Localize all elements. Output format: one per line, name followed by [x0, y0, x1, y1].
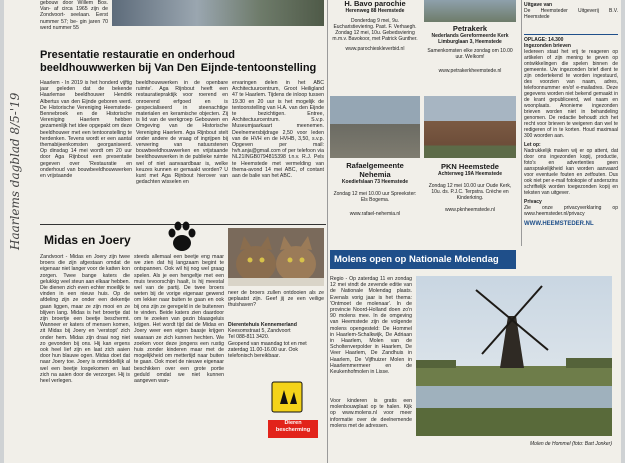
windmill-caption: Molen de Hommel (foto: Bart Jonker) — [530, 441, 612, 447]
main-headline: Presentatie restauratie en onderhoud beeldhouwwerken bij Van Den Eijnde-tentoonstelling — [40, 49, 317, 74]
bavo-body: Donderdag 9 mei, 9u. Eucharistieviering. Past. F. Verhaegh. Zondag 12 mei, 10u. Gebedsviering m.m.v. Bavokoor, met Patrick Gunther. — [332, 18, 418, 42]
column-rule-2 — [521, 0, 522, 246]
privacy-title: Privacy — [524, 199, 542, 205]
bavo-parochie-box — [330, 0, 420, 80]
oplage-text: OPLAGE: 14.300 — [524, 37, 564, 43]
letop-title: Let op: — [524, 142, 541, 148]
privacy-body: Zie onze privacyverklaring op www.heemsteder.nl/privacy — [524, 205, 618, 217]
nehemia-title: Rafaelgemeente Nehemia — [346, 161, 404, 179]
petrakerk-photo — [424, 0, 516, 22]
petrakerk-box — [424, 24, 516, 94]
uitgave-title: Uitgave van — [524, 2, 553, 8]
nehemia-photo — [330, 96, 420, 158]
midas-col3: neer de broers zullen ontdooien als ze geplaatst zijn. Geef jij ze een veilige thuishaven? — [228, 290, 324, 309]
bavo-address: Herenweg 88 Heemstede — [345, 8, 405, 14]
shelter-info — [228, 322, 324, 359]
nehemia-url: www.rafael-nehemia.nl — [349, 211, 401, 217]
ingezonden-body: Iedereen staat het vrij te reageren op artikelen of zijn mening te geven op ontwikkelingen die spelen binnen de gemeente. Uw ingezonden brief dient te zijn ondertekend te worden ingestuurd, des voorzien van naam, adres, telefoonnummer en/of e-mailadres. Deze gegevens worden niet bekend gemaakt in de krant gepubliceerd, wel naam en woonplaats. Anonieme ingezonden brieven worden niet in behandeling genomen. De redactie behoudt zich het recht voor brieven te weigeren dan wel te redigeren of in te korten. Houd maximaal 300 woorden aan. — [524, 49, 618, 139]
top-photo — [112, 0, 324, 26]
pkn-body: Zondag 12 mei 10.00 uur Oude Kerk, 10u. ds. P.J.C. Terpstra. Crèche en Kinderkring. — [428, 183, 512, 201]
windmill-photo — [416, 276, 612, 436]
midas-col1: Zandvoort - Midas en Joery zijn twee broers die zijn afgestaan omdat de eigenaar niet langer voor de katten kon zorgen. Twee bange katers die gelukkig veel steun aan elkaar hebben. Die dienen zich even echter moeilijk te vinden in een nieuw huis. Op de afdeling zijn ze onder een dekentje gaan liggen, maar ze zijn mooi en ze blijven lang. Midas is het broertje dat zijn broertje een beetje beschermt. Wanneer er katers of mensen komen, zit Midas bij Joery en 'verstopt' zich onder hem. Midas zijn draai nog niet zo gevonden bij ons. Hij kan ergens ook heel lief zijn en laat zich aaien door hun blauwe ogen. Midas doet dat naar Joery toe. Joery is onmiddellijk al wel een beetje losgekomen en laat zich na aaien door de verzorger. Hij is heel verlegen. — [40, 254, 130, 385]
main-article-col2: beeldhouwwerken in de openbare ruimte'. Aga Rijnbout heeft een restauratiepraktijk voor roerend en onroerend erfgoed en is gespecialiseerd in steenachtige materialen en keramische objecten. Zij is lid van de werkgroep Gebouwen en Omgeving van de Historische Vereniging Haerlem. Aga Rijnbout stelt onder andere de vraag of ingrijpen bij verwering van natuurstenen bouwbeeldhouwwerken en vrijstaande beeldhouwwerken in de publieke ruimte wel of niet aanvaardbaar is, welke keuzes kunnen er gemaakt worden? U kunt met Aga Rijnbout hierover van gedachten wisselen en — [136, 80, 228, 186]
midas-col2: steeds allemaal een beetje eng maar we zien dat hij langzaam begint te ontspannen. Ook wil hij nog wel graag spelen. Als je een hengeltje met een muis tevoorschijn haalt, is hij meestal wel van de partij. De twee broers weten bij de vorige eigenaar gewend om lekker naar buiten te gaan en ook bij ons zijn ze geregeld in de buitenren te vinden. Beide katers zien daardoor om te zoeken van gezin blaasgeluis krijgen. Het wordt tijd dat de Midas en Joery weer een eigen baasje krijgen waaraan ze zich kunnen hechten. We zoeken voor deze jongens een rustig huis zonder kinderen maar met de mogelijkheid om mettertijd naar buiten te gaan. Ook moet de nieuwe eigenaar beschikken over een grote portie geduld omdat we niet kunnen aangeven wan- — [134, 254, 224, 385]
website-link[interactable]: WWW.HEEMSTEDER.NL — [524, 221, 594, 227]
shelter-name: Dierentehuis Kennemerland — [228, 322, 297, 328]
sidebar — [524, 2, 618, 242]
pkn-title: PKN Heemstede — [441, 162, 499, 171]
nehemia-body: Zondag 12 mei 10.00 uur Spreekster: Els Bogema. — [333, 191, 417, 203]
cats-photo — [228, 228, 324, 286]
main-article-col3: ervaringen delen in het ABC Architectuurcentrum, Groot Heiligland 47 te Haarlem. Tijdens de inloop tussen 19.30 en 20 uur is het mogelijk de tentoonstelling van H.A. van den Eijnde te bezichtigen. Entree, Architectuurcentrum. S.v.p. Museumjaarkaart meenemen. Deelnemersbijdrage 2,50 voor leden van de HVH en de HVHB, 3,50, s.v.p. Opgeven per mail: hvh.anja@gmail.com of per telefoon via NL21INGB0794815398 t.n.v. R.J. Pels te Heemstede met vermelding van thema-avond 14 mei ABC, of contant aan de balie van het ABC. — [232, 80, 324, 180]
top-left-text: gebouw door Willem Bos. Van- af circa 1965 zijn de Zondvoort- seelaan. Eerst nummer 57; be- gin jaren 70 werd nummer 55 — [40, 0, 108, 31]
paw-icon — [164, 220, 200, 254]
midas-headline: Midas en Joery — [44, 233, 131, 247]
molens-header-bar — [330, 250, 516, 269]
pkn-photo — [424, 96, 516, 158]
bavo-title: H. Bavo parochie — [344, 0, 406, 8]
nehemia-box — [330, 162, 420, 217]
column-rule-1 — [327, 0, 328, 463]
pkn-box — [424, 162, 516, 213]
newspaper-page — [4, 0, 621, 463]
shelter-address: Keesomstraat 5, Zandvoort — [228, 328, 291, 335]
molens-col2: Voor kinderen is gratis een molenbouwplaat op te halen. Kijk op www.molens.nl voor meer informatie over de deelnemende molens met de adressen. — [330, 398, 412, 429]
shelter-hours: Geopend van maandag tot en met zaterdag 11.00-16.00 uur. Ook telefonisch bereikbaar. — [228, 340, 307, 360]
ingezonden-title: Ingezonden brieven — [524, 43, 571, 49]
logo-text: Dieren bescherming — [275, 420, 311, 433]
pkn-url: www.pknheemstede.nl — [444, 207, 496, 213]
petrakerk-address: Nederlands Gereformeerde Kerk Limburglaan 3, Heemstede — [431, 33, 509, 45]
handwritten-note: Haarlems dagblad 8/5-'19 — [8, 92, 22, 250]
letop-body: Nadrukkelijk maken wij er op attent, dat door ons ingezonden kopij, productie, foto's en advertenties geen aansprakelijkheid kan worden aanvaard voor eventuele fouten en zetfouten. Dus ook niet per e-mail fotokopie of anderszins schriftelijk worden toegezonden kopij en teksten van uitgever. — [524, 148, 618, 196]
dierenbescherming-logo — [268, 380, 318, 442]
petrakerk-url: www.petrakerkheemstede.nl — [438, 68, 502, 74]
uitgave-body: De Heemsteder Uitgeverij B.V. Heemstede — [524, 8, 618, 20]
shelter-phone: Tel 088-811 3420. — [228, 334, 270, 341]
petrakerk-body: Samenkomsten elke zondag om 10.00 uur. Welkom! — [427, 48, 513, 60]
molens-headline: Molens open op Nationale Molendag — [334, 254, 499, 265]
main-article-col1: Haarlem - In 2019 is het honderd vijftig jaar geleden dat de bekende Haarlemse beeldhouwer Hendrik Albertus van den Eijnde geboren werd. De Historische Vereniging Heemstede-Bennebroek en de Historische Vereniging Haerlem hebben gezamenlijk het idee opgepakt om deze beeldhouwer met een tentoonstelling te herdenken. Tevens wordt er een aantal themabijeenkomsten georganiseerd. Op dinsdag 14 mei wordt om 20 uur door Aga Rijnbout een presentatie gegeven over 'Restauratie en onderhoud van bouwbeeldhouwwerken en vrijstaande — [40, 80, 132, 180]
petrakerk-title: Petrakerk — [452, 24, 488, 33]
pkn-address: Achterweg 19A Heemstede — [437, 171, 502, 177]
molens-col1: Regio - Op zaterdag 11 en zondag 12 mei vindt de zevende editie van de Nationale Molendag plaats. Evenals vorig jaar is het thema: 'Ontmoet de molenaar'. In de provincie Noord-Holland doen zo'n 90 molens mee. In de omgeving van Heemstede zijn de volgende molens opengesteld: De Hommel in Haarlem-Schalkwijk, De Adriaan in Haarlem, Molen van de Scholtenverpolder in Haarlem, De Veer Haarlem, De Zandhuis in Haarlem, De Vijfhuizer Molen in Haarlemmermeer en de Keukenhofmolen in Lisse. — [330, 276, 412, 376]
bavo-url: www.parochieskleverbid.nl — [345, 46, 405, 52]
nehemia-address: Koediefslaan 73 Heemstede — [341, 179, 409, 185]
